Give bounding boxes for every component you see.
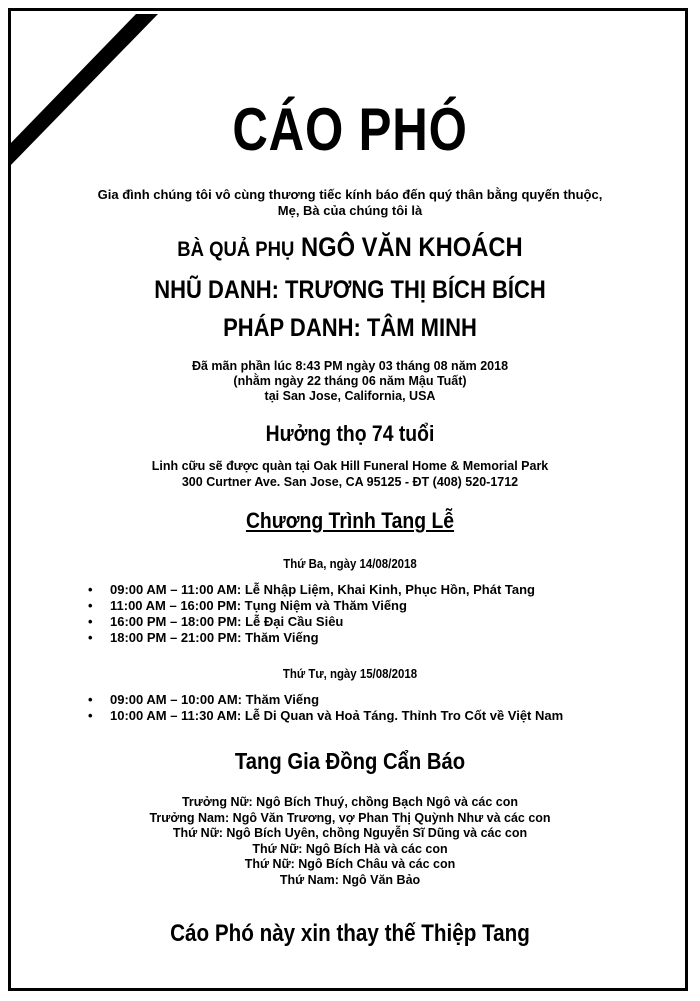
schedule-item: • 16:00 PM – 18:00 PM: Lễ Đại Cầu Siêu (88, 614, 535, 630)
funeral-home-line-2: 300 Curtner Ave. San Jose, CA 95125 - ĐT (408) 520-1712 (181, 475, 519, 489)
intro-text (0, 187, 700, 219)
deceased-prefix: BÀ QUẢ PHỤ (177, 238, 295, 261)
family-list (0, 795, 700, 888)
schedule-item: • 18:00 PM – 21:00 PM: Thăm Viếng (88, 630, 535, 646)
passing-line-3: tại San Jose, California, USA (264, 389, 436, 403)
family-member: Thứ Nữ: Ngô Bích Hà và các con (252, 841, 448, 856)
schedule-item: • 09:00 AM – 10:00 AM: Thăm Viếng (88, 692, 563, 708)
closing-note: Cáo Phó này xin thay thế Thiệp Tang (170, 920, 530, 947)
schedule-item: • 10:00 AM – 11:30 AM: Lễ Di Quan và Hoả Táng. Thỉnh Tro Cốt về Việt Nam (88, 708, 563, 724)
husband-name: NGÔ VĂN KHOÁCH (300, 232, 523, 262)
schedule-list (88, 692, 563, 724)
family-member: Thứ Nam: Ngô Văn Bảo (279, 872, 421, 887)
intro-line-2: Mẹ, Bà của chúng tôi là (277, 203, 423, 218)
family-member: Thứ Nữ: Ngô Bích Uyên, chồng Nguyễn Sĩ Dũng và các con (172, 826, 528, 840)
schedule-item: • 11:00 AM – 16:00 PM: Tụng Niệm và Thăm Viếng (88, 598, 535, 614)
passing-line-2: (nhằm ngày 22 tháng 06 năm Mậu Tuất) (233, 374, 467, 388)
family-member: Trưởng Nam: Ngô Văn Trương, vợ Phan Thị Quỳnh Như và các con (149, 810, 551, 825)
funeral-home-info (0, 458, 700, 490)
page-title: CÁO PHÓ (232, 96, 468, 163)
intro-line-1: Gia đình chúng tôi vô cùng thương tiếc kính báo đến quý thân bằng quyến thuộc, (97, 187, 603, 202)
day-heading: Thứ Ba, ngày 14/08/2018 (283, 556, 417, 571)
family-member: Thứ Nữ: Ngô Bích Châu và các con (244, 857, 456, 871)
dharma-name: PHÁP DANH: TÂM MINH (223, 314, 477, 342)
passing-line-1: Đã mãn phần lúc 8:43 PM ngày 03 tháng 08 năm 2018 (191, 359, 509, 373)
funeral-home-line-1: Linh cữu sẽ được quàn tại Oak Hill Funeral Home & Memorial Park (151, 459, 549, 473)
family-title: Tang Gia Đồng Cẩn Báo (234, 748, 466, 774)
schedule-item: • 09:00 AM – 11:00 AM: Lễ Nhập Liệm, Khai Kinh, Phục Hồn, Phát Tang (88, 582, 535, 598)
maiden-name: NHŨ DANH: TRƯƠNG THỊ BÍCH BÍCH (154, 276, 546, 304)
age-heading: Hưởng thọ 74 tuổi (265, 421, 435, 446)
program-title: Chương Trình Tang Lễ (245, 508, 455, 533)
deceased-name (42, 232, 658, 263)
family-member: Trưởng Nữ: Ngô Bích Thuý, chồng Bạch Ngô và các con (181, 795, 519, 809)
schedule-list (88, 582, 535, 646)
day-heading: Thứ Tư, ngày 15/08/2018 (282, 666, 418, 681)
passing-info (0, 359, 700, 404)
